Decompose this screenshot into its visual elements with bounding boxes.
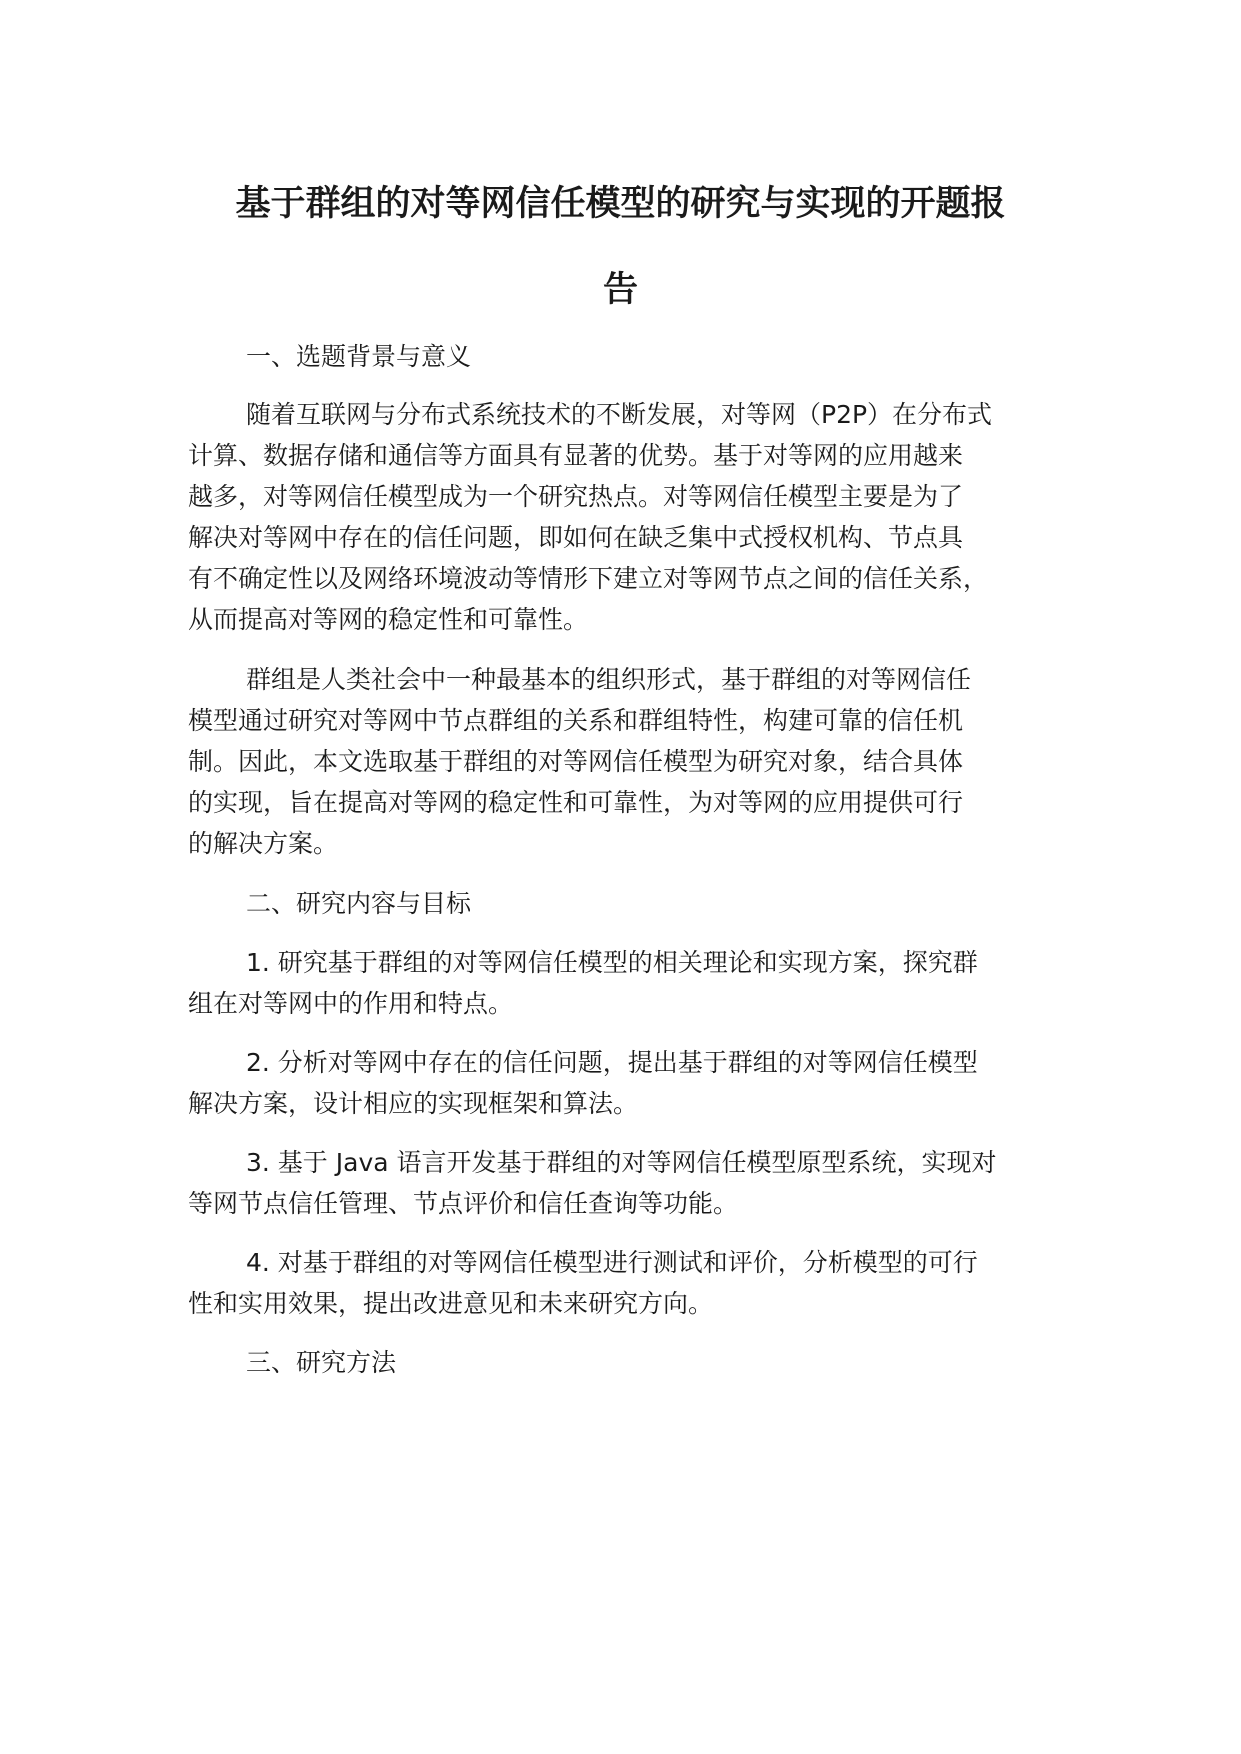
paragraph-line: 模型通过研究对等网中节点群组的关系和群组特性，构建可靠的信任机 [188, 706, 964, 735]
paragraph-line: 越多，对等网信任模型成为一个研究热点。对等网信任模型主要是为了 [188, 482, 964, 511]
section-heading-methods: 三、研究方法 [246, 1348, 397, 1377]
list-item-line: 组在对等网中的作用和特点。 [188, 989, 514, 1018]
paragraph-line: 群组是人类社会中一种最基本的组织形式，基于群组的对等网信任 [246, 665, 972, 694]
list-item-line: 等网节点信任管理、节点评价和信任查询等功能。 [188, 1189, 739, 1218]
paragraph-line: 解决对等网中存在的信任问题，即如何在缺乏集中式授权机构、节点具 [188, 523, 964, 552]
section-heading-background: 一、选题背景与意义 [246, 342, 472, 371]
list-item-line: 4. 对基于群组的对等网信任模型进行测试和评价，分析模型的可行 [246, 1248, 978, 1277]
paragraph-line: 的实现，旨在提高对等网的稳定性和可靠性，为对等网的应用提供可行 [188, 788, 964, 817]
list-item-line: 3. 基于 Java 语言开发基于群组的对等网信任模型原型系统，实现对 [246, 1148, 997, 1177]
list-item-line: 2. 分析对等网中存在的信任问题，提出基于群组的对等网信任模型 [246, 1048, 978, 1077]
paragraph-line: 随着互联网与分布式系统技术的不断发展，对等网（P2P）在分布式 [246, 400, 993, 429]
paragraph-line: 的解决方案。 [188, 829, 339, 858]
document-title-line-2: 告 [602, 270, 638, 310]
paragraph-line: 制。因此，本文选取基于群组的对等网信任模型为研究对象，结合具体 [188, 747, 964, 776]
document-title-line-1: 基于群组的对等网信任模型的研究与实现的开题报 [235, 184, 1006, 224]
paragraph-line: 从而提高对等网的稳定性和可靠性。 [188, 605, 589, 634]
list-item-line: 1. 研究基于群组的对等网信任模型的相关理论和实现方案，探究群 [246, 948, 978, 977]
list-item-line: 性和实用效果，提出改进意见和未来研究方向。 [188, 1289, 714, 1318]
list-item-line: 解决方案，设计相应的实现框架和算法。 [188, 1089, 639, 1118]
paragraph-line: 计算、数据存储和通信等方面具有显著的优势。基于对等网的应用越来 [188, 441, 964, 470]
section-heading-content-goals: 二、研究内容与目标 [246, 889, 472, 918]
paragraph-line: 有不确定性以及网络环境波动等情形下建立对等网节点之间的信任关系， [188, 564, 989, 593]
